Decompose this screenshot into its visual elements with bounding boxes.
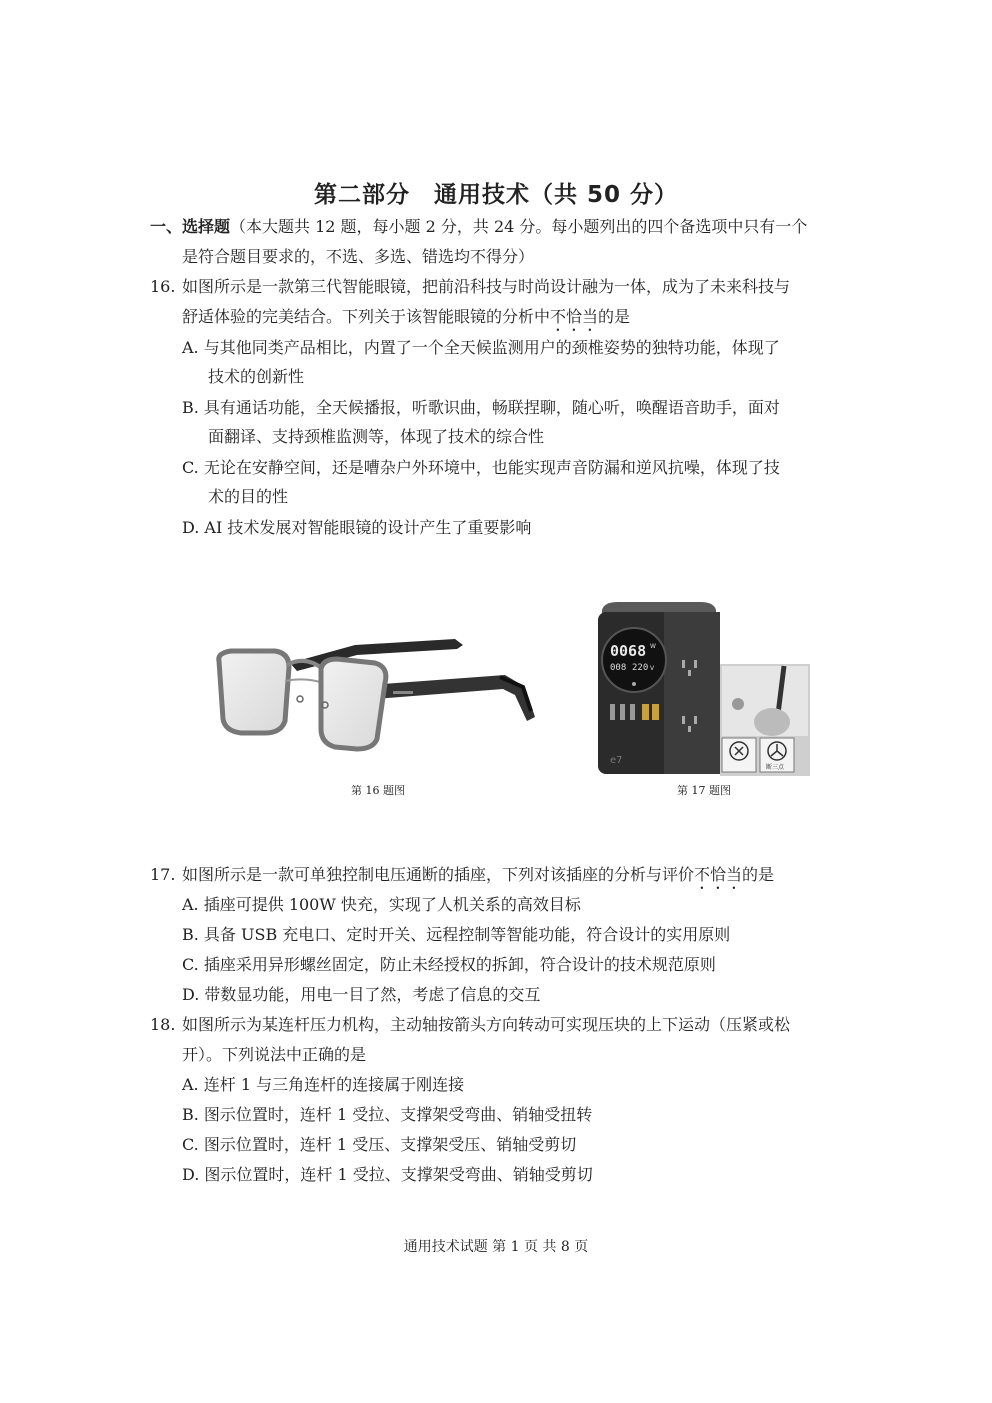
figure-17-caption: 第 17 题图 <box>677 784 731 797</box>
q17-option-b: B. 具备 USB 充电口、定时开关、远程控制等智能功能，符合设计的实用原则 <box>182 925 731 944</box>
q18-option-a: A. 连杆 1 与三角连杆的连接属于刚连接 <box>182 1075 465 1094</box>
figure-16-caption: 第 16 题图 <box>351 784 405 797</box>
q16-option-c-1: C. 无论在安静空间，还是嘈杂户外环境中，也能实现声音防漏和逆风抗噪，体现了技 <box>182 458 780 477</box>
display-current-value: 008 <box>610 663 627 673</box>
q17-stem-c: 的是 <box>742 865 775 884</box>
section-label: 一、选择题 <box>150 217 231 236</box>
q17-stem-a: 如图所示是一款可单独控制电压通断的插座，下列对该插座的分析与评价 <box>182 865 695 884</box>
q16-option-a-2: 技术的创新性 <box>208 367 305 386</box>
section-desc-2: 是符合题目要求的，不选、多选、错选均不得分） <box>182 247 535 266</box>
q18-stem-2: 开）。下列说法中正确的是 <box>182 1045 367 1064</box>
badge-label: 断三点 <box>766 764 785 771</box>
q16-emphasis: 不恰当 <box>550 307 599 326</box>
q16-stem-2 <box>182 306 630 335</box>
page-footer: 通用技术试题 第 1 页 共 8 页 <box>403 1239 589 1255</box>
q16-stem-1: 如图所示是一款第三代智能眼镜，把前沿科技与时尚设计融为一体，成为了未来科技与 <box>182 277 791 296</box>
display-power-value: 0068 <box>610 642 647 660</box>
q16-option-b-1: B. 具有通话功能，全天候播报，听歌识曲，畅联捏聊，随心听，唤醒语音助手，面对 <box>182 398 780 417</box>
display-voltage-unit: V <box>650 665 655 672</box>
smart-glasses-illustration <box>205 625 545 760</box>
page-title: 第二部分 通用技术（共 50 分） <box>313 182 679 208</box>
svg-text:e7: e7 <box>610 755 623 766</box>
smart-socket-illustration <box>596 598 816 776</box>
q16-option-a-1: A. 与其他同类产品相比，内置了一个全天候监测用户的颈椎姿势的独特功能，体现了 <box>182 338 780 357</box>
q17-emphasis: 不恰当 <box>694 865 743 884</box>
q16-option-d: D. AI 技术发展对智能眼镜的设计产生了重要影响 <box>182 518 532 537</box>
q16-option-c-2: 术的目的性 <box>208 487 289 506</box>
q17-option-d: D. 带数显功能，用电一目了然，考虑了信息的交互 <box>182 985 541 1004</box>
q16-number: 16. <box>150 277 176 296</box>
q18-option-d: D. 图示位置时，连杆 1 受拉、支撑架受弯曲、销轴受剪切 <box>182 1165 593 1184</box>
q18-option-b: B. 图示位置时，连杆 1 受拉、支撑架受弯曲、销轴受扭转 <box>182 1105 593 1124</box>
display-power-unit: W <box>650 643 656 650</box>
section-desc-1: （本大题共 12 题，每小题 2 分，共 24 分。每小题列出的四个备选项中只有一个 <box>230 217 808 236</box>
display-voltage-value: 220 <box>632 663 649 673</box>
q16-stem-2c: 的是 <box>598 307 631 326</box>
section-heading <box>150 216 807 238</box>
q17-stem <box>182 864 774 893</box>
q18-stem-1: 如图所示为某连杆压力机构，主动轴按箭头方向转动可实现压块的上下运动（压紧或松 <box>182 1015 791 1034</box>
q16-option-b-2: 面翻译、支持颈椎监测等，体现了技术的综合性 <box>208 427 545 446</box>
q16-stem-2a: 舒适体验的完美结合。下列关于该智能眼镜的分析中 <box>182 307 551 326</box>
q17-option-a: A. 插座可提供 100W 快充，实现了人机关系的高效目标 <box>182 895 581 914</box>
q17-option-c: C. 插座采用异形螺丝固定，防止未经授权的拆卸，符合设计的技术规范原则 <box>182 955 716 974</box>
q18-option-c: C. 图示位置时，连杆 1 受压、支撑架受压、销轴受剪切 <box>182 1135 577 1154</box>
q18-number: 18. <box>150 1015 176 1034</box>
q17-number: 17. <box>150 865 176 884</box>
